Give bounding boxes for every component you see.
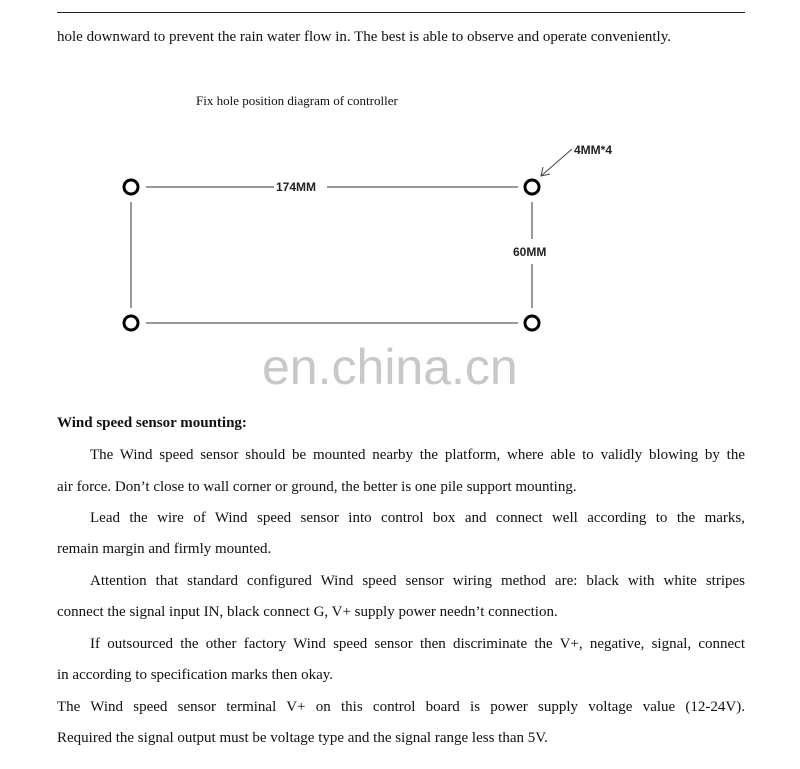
hole-bottom-left <box>124 316 138 330</box>
paragraph-line: Attention that standard configured Wind speed sensor wiring method are: black with white stripes <box>90 573 745 589</box>
paragraph-line: remain margin and firmly mounted. <box>57 541 272 557</box>
paragraph-line: If outsourced the other factory Wind speed sensor then discriminate the V+, negative, signal, connect <box>90 636 745 652</box>
paragraph-line: air force. Don’t close to wall corner or ground, the better is one pile support mounting. <box>57 479 577 495</box>
paragraph-line: connect the signal input IN, black connect G, V+ supply power needn’t connection. <box>57 604 558 620</box>
intro-line: hole downward to prevent the rain water flow in. The best is able to observe and operate conveniently. <box>57 29 671 45</box>
hole-top-left <box>124 180 138 194</box>
paragraph-line: Required the signal output must be voltage type and the signal range less than 5V. <box>57 730 548 746</box>
hole-size-label: 4MM*4 <box>574 143 613 157</box>
hole-bottom-right <box>525 316 539 330</box>
hole-pointer-arrow <box>541 149 572 176</box>
paragraph-line: Lead the wire of Wind speed sensor into control box and connect well according to the marks, <box>90 510 745 526</box>
paragraph-line: in according to specification marks then okay. <box>57 667 334 683</box>
paragraph-line: The Wind speed sensor should be mounted nearby the platform, where able to validly blowing by the <box>90 447 745 463</box>
watermark: en.china.cn <box>262 339 518 395</box>
width-label: 174MM <box>276 180 317 194</box>
diagram-caption: Fix hole position diagram of controller <box>196 93 398 108</box>
height-label: 60MM <box>513 245 547 259</box>
paragraph-line: The Wind speed sensor terminal V+ on this control board is power supply voltage value (12-24V). <box>57 699 745 715</box>
hole-top-right <box>525 180 539 194</box>
section-heading: Wind speed sensor mounting: <box>57 415 247 431</box>
